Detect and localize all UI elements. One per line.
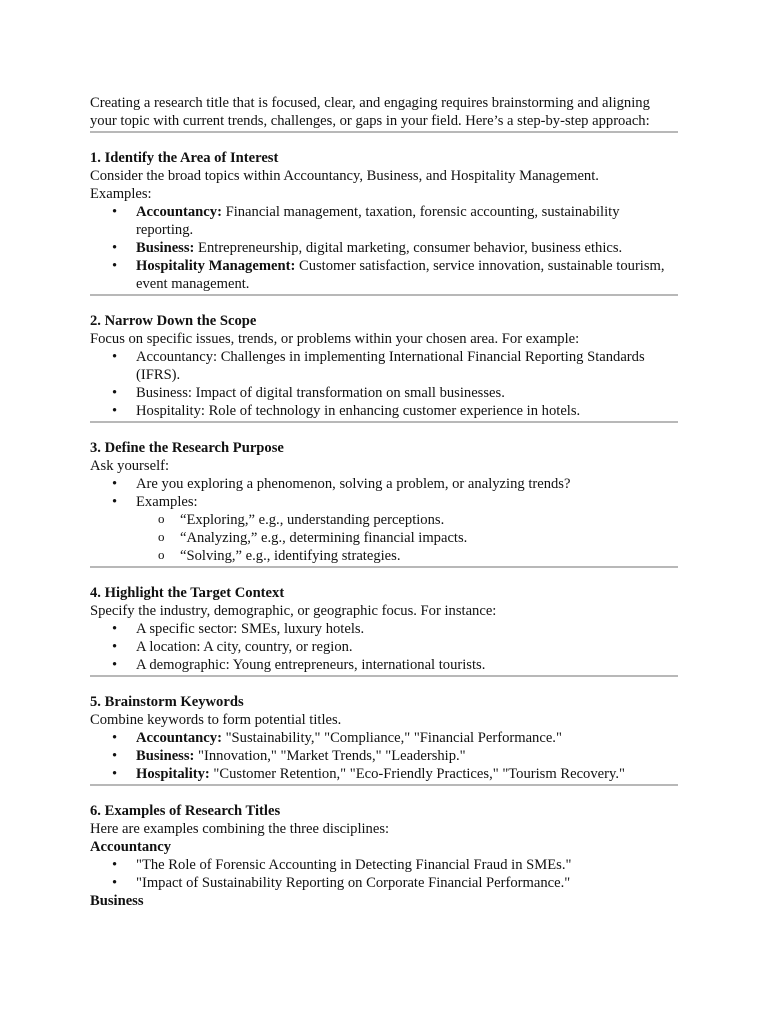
item-text: Financial management, taxation, forensic accounting, sustainability reporting. (136, 204, 620, 238)
list-item: • "Impact of Sustainability Reporting on Corporate Financial Performance." (90, 874, 678, 892)
sub-list-item: o “Solving,” e.g., identifying strategies. (90, 547, 678, 565)
list-item (90, 729, 678, 747)
list-item (90, 203, 678, 239)
sub-list-item: o “Exploring,” e.g., understanding perceptions. (90, 511, 678, 529)
sub-bullet-list (90, 511, 678, 565)
bullet-list (90, 348, 678, 420)
item-text: Customer satisfaction, service innovation, sustainable tourism, event management. (136, 258, 665, 292)
section-heading: 4. Highlight the Target Context (90, 585, 285, 601)
list-item: • A specific sector: SMEs, luxury hotels. (90, 620, 678, 638)
bullet-list (90, 203, 678, 293)
sub-list-item: o “Analyzing,” e.g., determining financial impacts. (90, 529, 678, 547)
item-label: Accountancy: (136, 204, 222, 220)
item-label: Accountancy: (136, 730, 222, 746)
section-narrow-scope (90, 294, 678, 420)
bullet-list (90, 475, 678, 511)
section-text: Consider the broad topics within Accountancy, Business, and Hospitality Management. (90, 168, 599, 184)
item-text: "Innovation," "Market Trends," "Leadership." (194, 748, 466, 764)
list-item: • "The Role of Forensic Accounting in Detecting Financial Fraud in SMEs." (90, 856, 678, 874)
section-brainstorm-keywords (90, 675, 678, 783)
intro-paragraph: Creating a research title that is focused, clear, and engaging requires brainstorming and aligning your topic with current trends, challenges, or gaps in your field. Here’s a step-by-step approach: (90, 95, 650, 129)
section-research-purpose (90, 421, 678, 565)
section-identify-area (90, 131, 678, 293)
section-heading: 3. Define the Research Purpose (90, 440, 284, 456)
list-item (90, 747, 678, 765)
item-text: Entrepreneurship, digital marketing, consumer behavior, business ethics. (194, 240, 623, 256)
section-heading: 1. Identify the Area of Interest (90, 150, 279, 166)
section-title-examples (90, 784, 678, 910)
section-text: Specify the industry, demographic, or geographic focus. For instance: (90, 603, 497, 619)
list-item: • Are you exploring a phenomenon, solving a problem, or analyzing trends? (90, 475, 678, 493)
item-text: "Customer Retention," "Eco-Friendly Practices," "Tourism Recovery." (209, 766, 625, 782)
discipline-subheading: Accountancy (90, 839, 172, 855)
list-item: • Business: Impact of digital transformation on small businesses. (90, 384, 678, 402)
document-page (90, 94, 678, 910)
section-text: Ask yourself: (90, 458, 170, 474)
discipline-subheading: Business (90, 893, 144, 909)
item-label: Hospitality: (136, 766, 210, 782)
list-item: • Hospitality: Role of technology in enhancing customer experience in hotels. (90, 402, 678, 420)
list-item: • Accountancy: Challenges in implementing International Financial Reporting Standards (IFRS). (90, 348, 678, 384)
section-text: Examples: (90, 186, 152, 202)
section-text: Here are examples combining the three disciplines: (90, 821, 390, 837)
list-item (90, 765, 678, 783)
section-heading: 2. Narrow Down the Scope (90, 313, 257, 329)
section-text: Focus on specific issues, trends, or problems within your chosen area. For example: (90, 331, 580, 347)
list-item: • A demographic: Young entrepreneurs, international tourists. (90, 656, 678, 674)
section-text: Combine keywords to form potential titles. (90, 712, 342, 728)
item-label: Hospitality Management: (136, 258, 296, 274)
list-item: • Examples: (90, 493, 678, 511)
section-target-context (90, 566, 678, 674)
bullet-list (90, 729, 678, 783)
section-heading: 6. Examples of Research Titles (90, 803, 281, 819)
item-label: Business: (136, 748, 195, 764)
bullet-list (90, 620, 678, 674)
list-item: • A location: A city, country, or region. (90, 638, 678, 656)
list-item (90, 239, 678, 257)
item-text: "Sustainability," "Compliance," "Financial Performance." (221, 730, 562, 746)
item-label: Business: (136, 240, 195, 256)
list-item (90, 257, 678, 293)
section-heading: 5. Brainstorm Keywords (90, 694, 244, 710)
bullet-list (90, 856, 678, 892)
